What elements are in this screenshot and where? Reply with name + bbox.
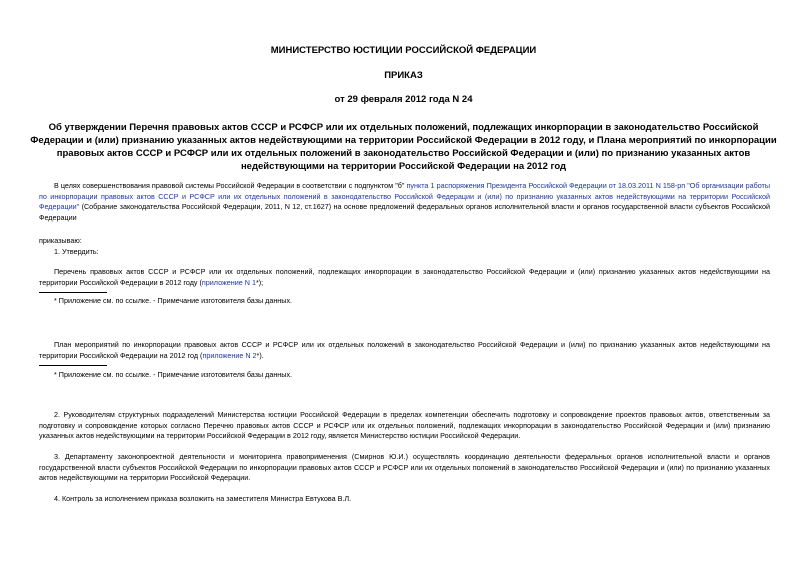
footnote-2: * Приложение см. по ссылке. - Примечание изготовителя базы данных.	[54, 370, 293, 379]
list-item-a	[39, 267, 770, 288]
list-item-a-text: Перечень правовых актов СССР и РСФСР или их отдельных положений, подлежащих инкорпорации в законодательство Российской Федерации и (или) признанию указанных актов недействующими на территории Российской Федерации в 2012 году (	[39, 267, 770, 287]
item-1: 1. Утвердить:	[54, 247, 99, 256]
footnote-divider-2	[39, 365, 107, 366]
item-4: 4. Контроль за исполнением приказа возложить на заместителя Министра Евтукова В.Л.	[54, 494, 352, 503]
date-number: от 29 февраля 2012 года N 24	[334, 94, 473, 105]
item-3: 3. Департаменту законопроектной деятельности и мониторинга правоприменения (Смирнов Ю.И.) осуществлять координацию деятельности федеральных органов исполнительной власти и органов государственной власти субъектов Российской Федерации по инкорпорации правовых актов СССР и РСФСР или их отдельных положений в законодательство Российской Федерации и (или) по признанию указанных актов недействующими на территории Российской Федерации.	[39, 452, 770, 482]
document-title: Об утверждении Перечня правовых актов СССР и РСФСР или их отдельных положений, подлежащих инкорпорации в законодательство Российской Федерации и (или) признанию указанных актов недействующими на территории Российской Федерации в 2012 году, и Плана мероприятий по инкорпорации правовых актов СССР и РСФСР или их отдельных положений в законодательство Российской Федерации и (или) по признанию указанных актов недействующими на территории Российской Федерации на 2012 год	[30, 122, 777, 172]
preamble-text-start: В целях совершенствования правовой системы Российской Федерации в соответствии с подпунктом "б"	[54, 181, 407, 190]
list-item-b	[39, 340, 770, 361]
list-item-a-tail: *);	[255, 277, 264, 287]
ministry-heading: МИНИСТЕРСТВО ЮСТИЦИИ РОССИЙСКОЙ ФЕДЕРАЦИИ	[270, 45, 537, 56]
appendix-1-link[interactable]: приложение N 1	[201, 277, 256, 287]
list-item-b-tail: *).	[256, 350, 264, 360]
item-2: 2. Руководителям структурных подразделений Министерства юстиции Российской Федерации в пределах компетенции обеспечить подготовку и сопровождение проектов правовых актов, ответственным за подготовку и сопровождение которых согласно Перечню правовых актов СССР и РСФСР или их отдельных положений, подлежащих инкорпорации в законодательство Российской Федерации и (или) признанию указанных актов недействующими на территории Российской Федерации в 2012 году, является Министерство юстиции Российской Федерации.	[39, 410, 770, 440]
footnote-divider-1	[39, 292, 107, 293]
preamble-decree-link[interactable]: пункта 1 распоряжения Президента Российской Федерации от 18.03.2011 N 158-рп "Об организации работы по инкорпорации правовых актов СССР и РСФСР или их отдельных положений в законодательство Российской Федерации и (или) по признанию указанных актов недействующими на территории Российской Федерации"	[39, 181, 770, 211]
doc-type-heading: ПРИКАЗ	[384, 70, 423, 81]
list-item-b-text: План мероприятий по инкорпорации правовых актов СССР и РСФСР или их отдельных положений в законодательство Российской Федерации и (или) по признанию указанных актов недействующими на территории Российской Федерации на 2012 год (	[39, 340, 770, 360]
appendix-2-link[interactable]: приложение N 2	[202, 350, 257, 360]
order-word: приказываю:	[39, 236, 82, 245]
preamble-paragraph	[39, 181, 770, 223]
preamble-text-end: (Собрание законодательства Российской Федерации, 2011, N 12, ст.1627) на основе предложений федеральных органов исполнительной власти и органов государственной власти субъектов Российской Федерации	[39, 202, 770, 222]
footnote-1: * Приложение см. по ссылке. - Примечание изготовителя базы данных.	[54, 296, 293, 305]
